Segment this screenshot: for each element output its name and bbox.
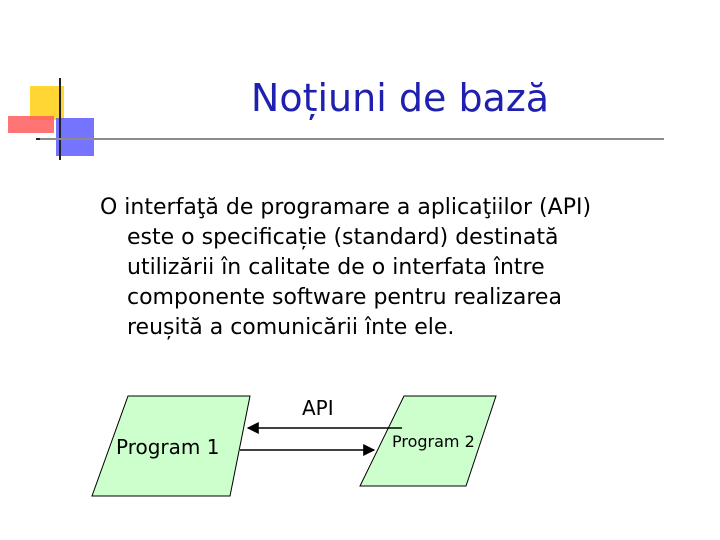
body-line-2: este o specificație (standard) destinată xyxy=(127,225,559,250)
api-diagram xyxy=(0,380,720,530)
title-underline xyxy=(40,138,664,140)
body-indented-lines xyxy=(100,223,660,343)
logo-blue-square xyxy=(56,118,94,156)
slide-title: Noțiuni de bază xyxy=(250,76,550,120)
logo-red-bar xyxy=(8,116,54,133)
program-2-label: Program 2 xyxy=(392,432,475,451)
body-line-5: reușită a comunicării înte ele. xyxy=(127,315,455,340)
body-line-1: O interfaţă de programare a aplicaţiilor (API) xyxy=(100,195,592,220)
decorative-logo-icon xyxy=(0,0,110,170)
body-line-4: componente software pentru realizarea xyxy=(127,285,562,310)
program-1-label: Program 1 xyxy=(116,435,220,459)
body-line-3: utilizării în calitate de o interfata între xyxy=(127,255,545,280)
logo-yellow-square xyxy=(30,86,64,120)
body-paragraph xyxy=(100,193,660,343)
api-label: API xyxy=(302,396,334,420)
